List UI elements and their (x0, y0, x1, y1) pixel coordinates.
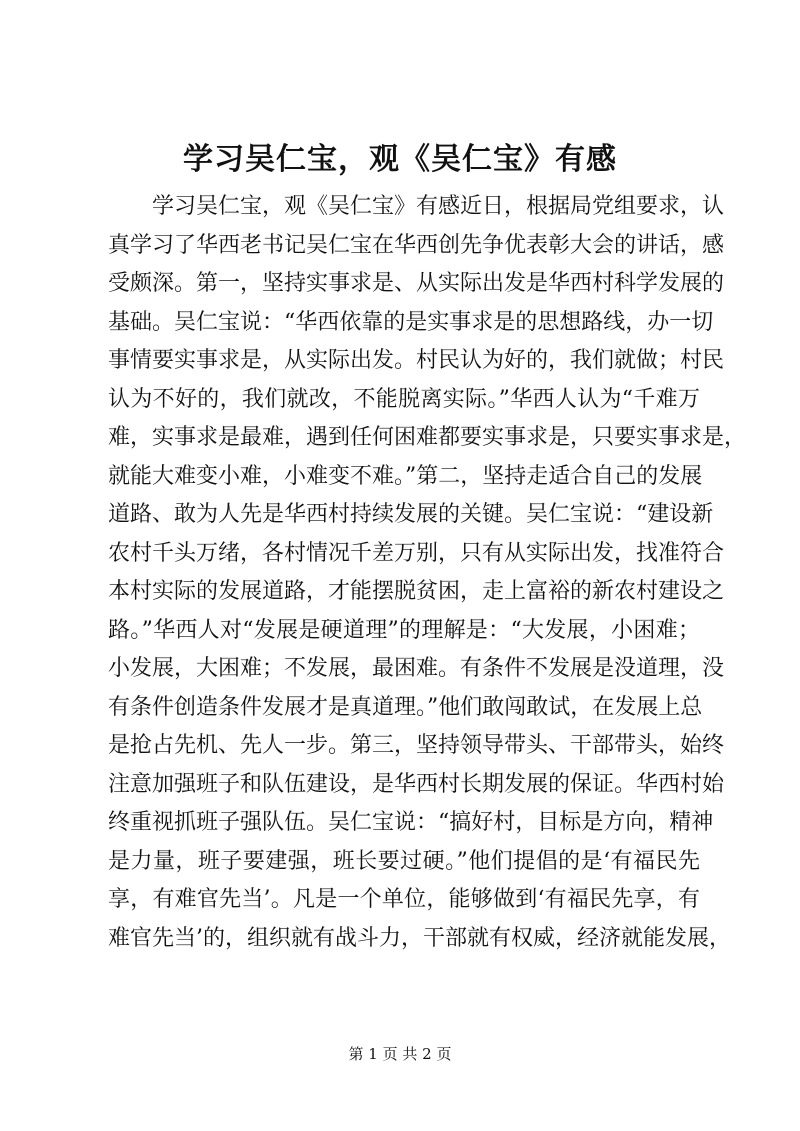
body-line: 是抢占先机、先人一步。第三，坚持领导带头、干部带头，始终 (108, 733, 725, 758)
document-title: 学习吴仁宝，观《吴仁宝》有感 (183, 142, 617, 177)
body-line: 是力量，班子要建强，班长要过硬。”他们提倡的是‘有福民先 (108, 848, 700, 874)
body-line: 道路、敢为人先是华西村持续发展的关键。吴仁宝说：“建设新 (108, 502, 714, 527)
body-line: 基础。吴仁宝说：“华西依靠的是实事求是的思想路线，办一切 (108, 309, 714, 335)
body-line: 本村实际的发展道路，才能摆脱贫困，走上富裕的新农村建设之 (108, 579, 725, 604)
body-line: 认为不好的，我们就改，不能脱离实际。”华西人认为“千难万 (108, 386, 700, 412)
body-line: 终重视抓班子强队伍。吴仁宝说：“搞好村，目标是方向，精神 (108, 810, 714, 835)
body-line: 有条件创造条件发展才是真道理。”他们敢闯敢试，在发展上总 (108, 694, 703, 720)
body-line: 享，有难官先当’。凡是一个单位，能够做到‘有福民先享，有 (108, 887, 700, 912)
body-line: 真学习了华西老书记吴仁宝在华西创先争优表彰大会的讲话，感 (108, 232, 725, 258)
body-line: 事情要实事求是，从实际出发。村民认为好的，我们就做；村民 (108, 348, 725, 373)
body-line: 路。”华西人对“发展是硬道理”的理解是：“大发展，小困难； (108, 617, 700, 643)
body-line: 受颇深。第一，坚持实事求是、从实际出发是华西村科学发展的 (108, 271, 725, 296)
body-line: 注意加强班子和队伍建设，是华西村长期发展的保证。华西村始 (108, 771, 725, 797)
body-line: 小发展，大困难；不发展，最困难。有条件不发展是没道理，没 (108, 656, 725, 681)
document-body (108, 188, 747, 958)
body-line: 就能大难变小难，小难变不难。”第二，坚持走适合自己的发展 (108, 463, 703, 489)
page-number-footer: 第 1 页 共 2 页 (348, 1045, 452, 1063)
body-line: 学习吴仁宝，观《吴仁宝》有感近日，根据局党组要求，认 (152, 194, 725, 219)
body-line: 难官先当’的，组织就有战斗力，干部就有权威，经济就能发展， (108, 925, 731, 951)
body-line: 农村千头万绪，各村情况千差万别，只有从实际出发，找准符合 (108, 540, 725, 566)
body-line: 难，实事求是最难，遇到任何困难都要实事求是，只要实事求是， (108, 425, 747, 450)
